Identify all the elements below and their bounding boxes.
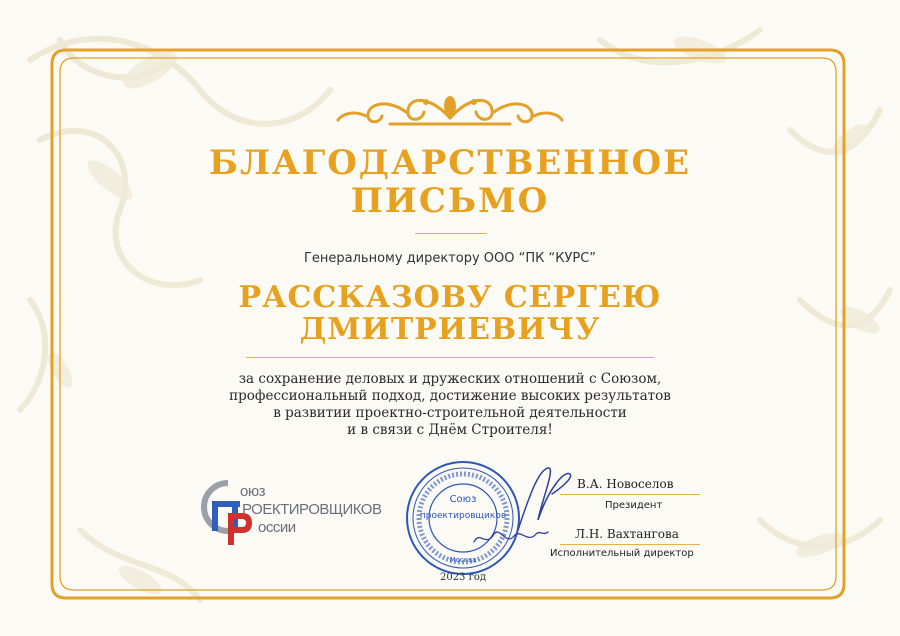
- round-stamp: [403, 458, 523, 578]
- gratitude-line: за сохранение деловых и дружеских отношений с Союзом,: [238, 371, 662, 387]
- logo-line-3: оссии: [258, 519, 296, 536]
- gratitude-text: [190, 371, 710, 439]
- stamp-text-line-1: Союз: [449, 494, 477, 505]
- logo-line-1: оюз: [240, 483, 265, 500]
- stamp-year: 2023 год: [439, 572, 487, 583]
- stamp-city: Москва: [449, 556, 477, 564]
- union-logo: [198, 479, 408, 549]
- recipient-name-line-1: РАССКАЗОВУ СЕРГЕЮ: [238, 280, 662, 315]
- signature-line-director: [560, 544, 700, 545]
- signatory-name-director: Л.Н. Вахтангова: [575, 527, 679, 541]
- logo-line-2: РОЕКТИРОВЩИКОВ: [242, 501, 382, 518]
- recipient-name-line-2: ДМИТРИЕВИЧУ: [299, 312, 601, 347]
- gratitude-line: и в связи с Днём Строителя!: [347, 422, 553, 438]
- signatory-position-director: Исполнительный директор: [550, 548, 694, 559]
- top-ornament: [330, 92, 570, 132]
- gratitude-line: в развитии проектно-строительной деятельности: [273, 405, 627, 421]
- signature-line-president: [560, 494, 700, 495]
- recipient-role: Генеральному директору ООО “ПК “КУРС”: [303, 251, 597, 266]
- name-divider: [246, 357, 654, 358]
- stamp-text-line-2: проектировщиков: [419, 511, 507, 521]
- signatory-position-president: Президент: [605, 500, 663, 511]
- title-line-2: ПИСЬМО: [350, 181, 550, 221]
- gratitude-line: профессиональный подход, достижение высоких результатов: [229, 388, 671, 404]
- title-line-1: БЛАГОДАРСТВЕННОЕ: [208, 143, 692, 183]
- signatory-name-president: В.А. Новоселов: [577, 477, 674, 491]
- title-divider: [415, 233, 487, 234]
- signature-director: [470, 522, 550, 552]
